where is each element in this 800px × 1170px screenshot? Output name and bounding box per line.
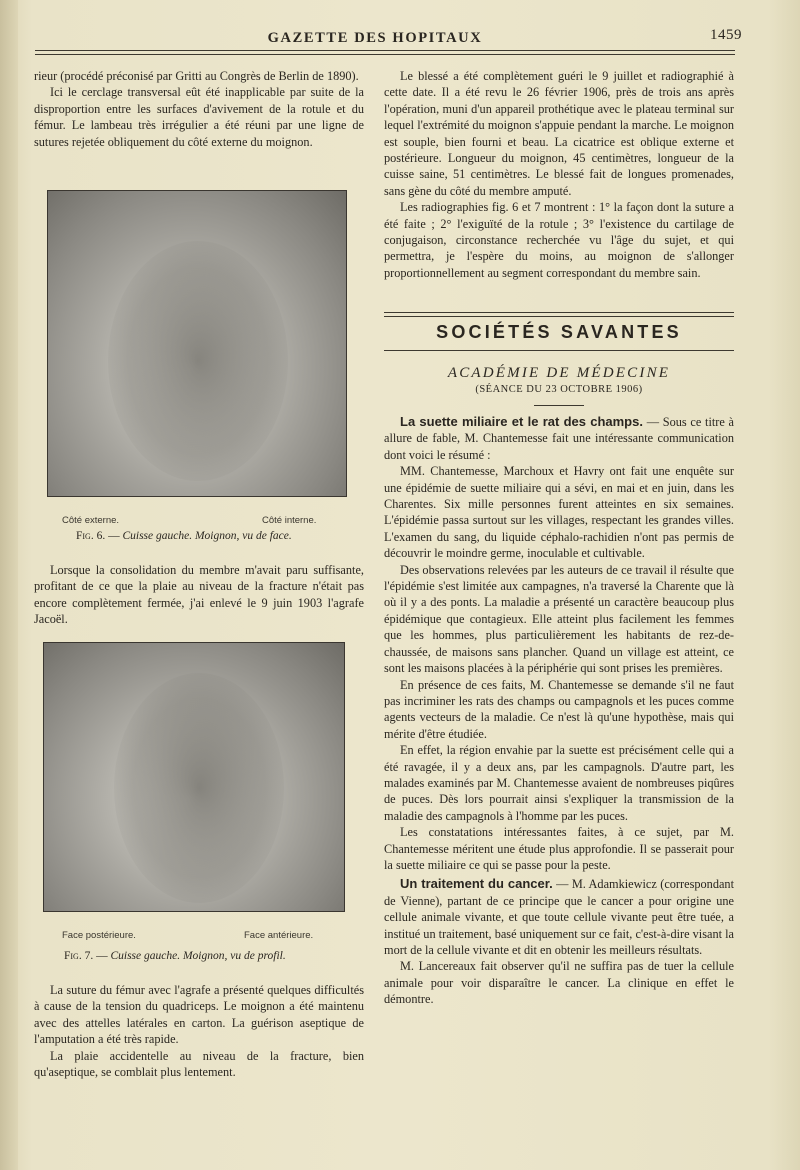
article-1-lead: [384, 414, 734, 463]
binding-shadow: [0, 0, 18, 1170]
figure-6-caption-number: Fig. 6. —: [76, 530, 120, 542]
paragraph: Les constatations intéressantes faites, à ce sujet, par M. Chantemesse méritent une étude plus approfondie. Il se passerait pour la suette miliaire ce qui se passe pour la peste.: [384, 825, 734, 872]
paragraph: Des observations relevées par les auteurs de ce travail il résulte que l'épidémie s'est limitée aux campagnes, n'a traversé la Charente que là où il y a des ponts. La maladie a présenté un caractère beaucoup plus épidémique que contagieux. Elle atteint plus facilement les femmes que les hommes, plus particulièrement les habitants de rez-de-chaussée, de maisons sans plancher. Quand un village est atteint, ce sont les maisons placées à la périphérie qui sont prises les premières.: [384, 562, 734, 676]
section-title: SOCIÉTÉS SAVANTES: [436, 322, 682, 342]
paragraph: En effet, la région envahie par la suette est précisément celle qui a été ravagée, il y a deux ans, par les campagnols. D'autre part, les malades examinés par M. Chantemesse avaient de nombreuses piqûres de puces. Dès lors pourrait ainsi s'expliquer la transmission de la maladie des campagnols à l'homme par les puces.: [384, 743, 734, 823]
session-date: (SÉANCE DU 23 OCTOBRE 1906): [475, 384, 643, 395]
article-2-intro: M. Adamkiewicz (correspondant de Vienne), partant de ce principe que le cancer a pour origine une cellule animale vivante, et que toute cellule vivante peut être tuée, a institué un traitement, basé uniquement sur ce fait, c'est-à-dire visant la mort de la cellule vivante et dit en obtenir les meilleurs résultats.: [384, 877, 734, 957]
figure-6-radiograph: [47, 190, 347, 497]
section-rule: [384, 312, 734, 313]
section-rule-bottom: [384, 350, 734, 351]
article-dash: —: [556, 877, 572, 892]
article-1-intro: Sous ce titre à allure de fable, M. Chantemesse fait une intéressante communication dont voici le résumé :: [384, 415, 735, 462]
figure-6-label-left: Côté externe.: [62, 515, 120, 526]
figure-7-caption-number: Fig. 7. —: [64, 950, 108, 962]
figure-6-caption-text: Cuisse gauche. Moignon, vu de face.: [122, 530, 292, 542]
stump-shadow: [114, 673, 284, 903]
paragraph: M. Lancereaux fait observer qu'il ne suffira pas de tuer la cellule animale pour voir disparaître le cancer. La clinique en effet le démontre.: [384, 959, 734, 1007]
article-2-lead: [384, 876, 734, 958]
paragraph: MM. Chantemesse, Marchoux et Havry ont fait une enquête sur une épidémie de suette miliaire qui a sévi, en mai et en juin, dans les Charentes. Six mille personnes furent atteintes en six semaines. L'épidémie passa surtout sur les villages, respectant les grandes villes. L'examen du sang, du liquide céphalo-rachidien n'ont pas permis de découvrir le moindre germe, inoculable et cultivable.: [384, 464, 734, 561]
article-1-title: La suette miliaire et le rat des champs.: [400, 414, 643, 429]
figure-6-label-right: Côté interne.: [262, 515, 317, 526]
figure-7-label-left: Face postérieure.: [62, 930, 136, 941]
stump-shadow: [108, 241, 288, 481]
figure-7-caption: [64, 950, 286, 962]
figure-6-caption: [76, 530, 292, 542]
right-column-top: [384, 68, 734, 281]
paragraph: rieur (procédé préconisé par Gritti au Congrès de Berlin de 1890).: [34, 69, 359, 83]
page-number: 1459: [710, 27, 742, 43]
article-2-title: Un traitement du cancer.: [400, 876, 553, 892]
paragraph: La plaie accidentelle au niveau de la fracture, bien qu'aseptique, se comblait plus lentement.: [34, 1048, 364, 1080]
article-dash: —: [646, 415, 663, 429]
left-column-middle: [34, 562, 364, 628]
short-rule: [534, 405, 584, 406]
figure-7-radiograph: [43, 642, 345, 912]
header-rule-double: [35, 54, 735, 55]
paragraph: Ici le cerclage transversal eût été inapplicable par suite de la disproportion entre les surfaces d'avivement de la rotule et du fémur. Le lambeau très irrégulier a été réuni par une ligne de sutures rejetée obliquement du côté externe du moignon.: [34, 85, 364, 149]
figure-7-caption-text: Cuisse gauche. Moignon, vu de profil.: [110, 950, 286, 962]
header-rule: [35, 50, 735, 51]
section-rule-double: [384, 316, 734, 317]
left-column-top: [34, 68, 364, 150]
paragraph: Les radiographies fig. 6 et 7 montrent : 1° la façon dont la suture a été faite ; 2° l'exiguïté de la rotule ; 3° l'existence du cartilage de conjugaison, circonstance recherchée vu l'âge du sujet, et qui permettra, je l'espère du moins, au moignon de s'allonger proportionnellement au segment correspondant du membre sain.: [384, 200, 734, 280]
paragraph: La suture du fémur avec l'agrafe a présenté quelques difficultés à cause de la tension du quadriceps. Le moignon a été maintenu avec des attelles latérales en carton. La guérison aseptique de l'amputation a été très rapide.: [34, 983, 364, 1047]
paragraph: Le blessé a été complètement guéri le 9 juillet et radiographié à cette date. Il a été revu le 26 février 1906, près de trois ans après l'opération, muni d'un appareil prothétique avec le plateau terminal sur lequel l'extrémité du moignon s'appuie pendant la marche. Le moignon est souple, bien fourni et beau. La cicatrice est oblique externe et postérieure. Longueur du moignon, 45 centimètres, longueur de la cuisse saine, 51 centimètres. Le blessé fait de longues promenades, sans gène du côté du membre amputé.: [384, 69, 734, 198]
paragraph: En présence de ces faits, M. Chantemesse se demande s'il ne faut pas incriminer les rats des champs ou campagnols et les puces comme agents vecteurs de la maladie. Ce n'est là qu'une hypothèse, mais qui mérite d'être étudiée.: [384, 677, 734, 741]
figure-7-label-right: Face antérieure.: [244, 930, 314, 941]
academy-heading: ACADÉMIE DE MÉDECINE: [447, 365, 671, 381]
left-column-bottom: [34, 982, 364, 1080]
paragraph: Lorsque la consolidation du membre m'avait paru suffisante, profitant de ce que la plaie au niveau de la fracture n'était pas encore complètement fermée, j'ai enlevé le 9 juin 1903 l'agrafe Jacoël.: [34, 563, 364, 627]
right-column-articles: [384, 414, 734, 1008]
page-header-title: GAZETTE DES HOPITAUX: [267, 30, 483, 46]
